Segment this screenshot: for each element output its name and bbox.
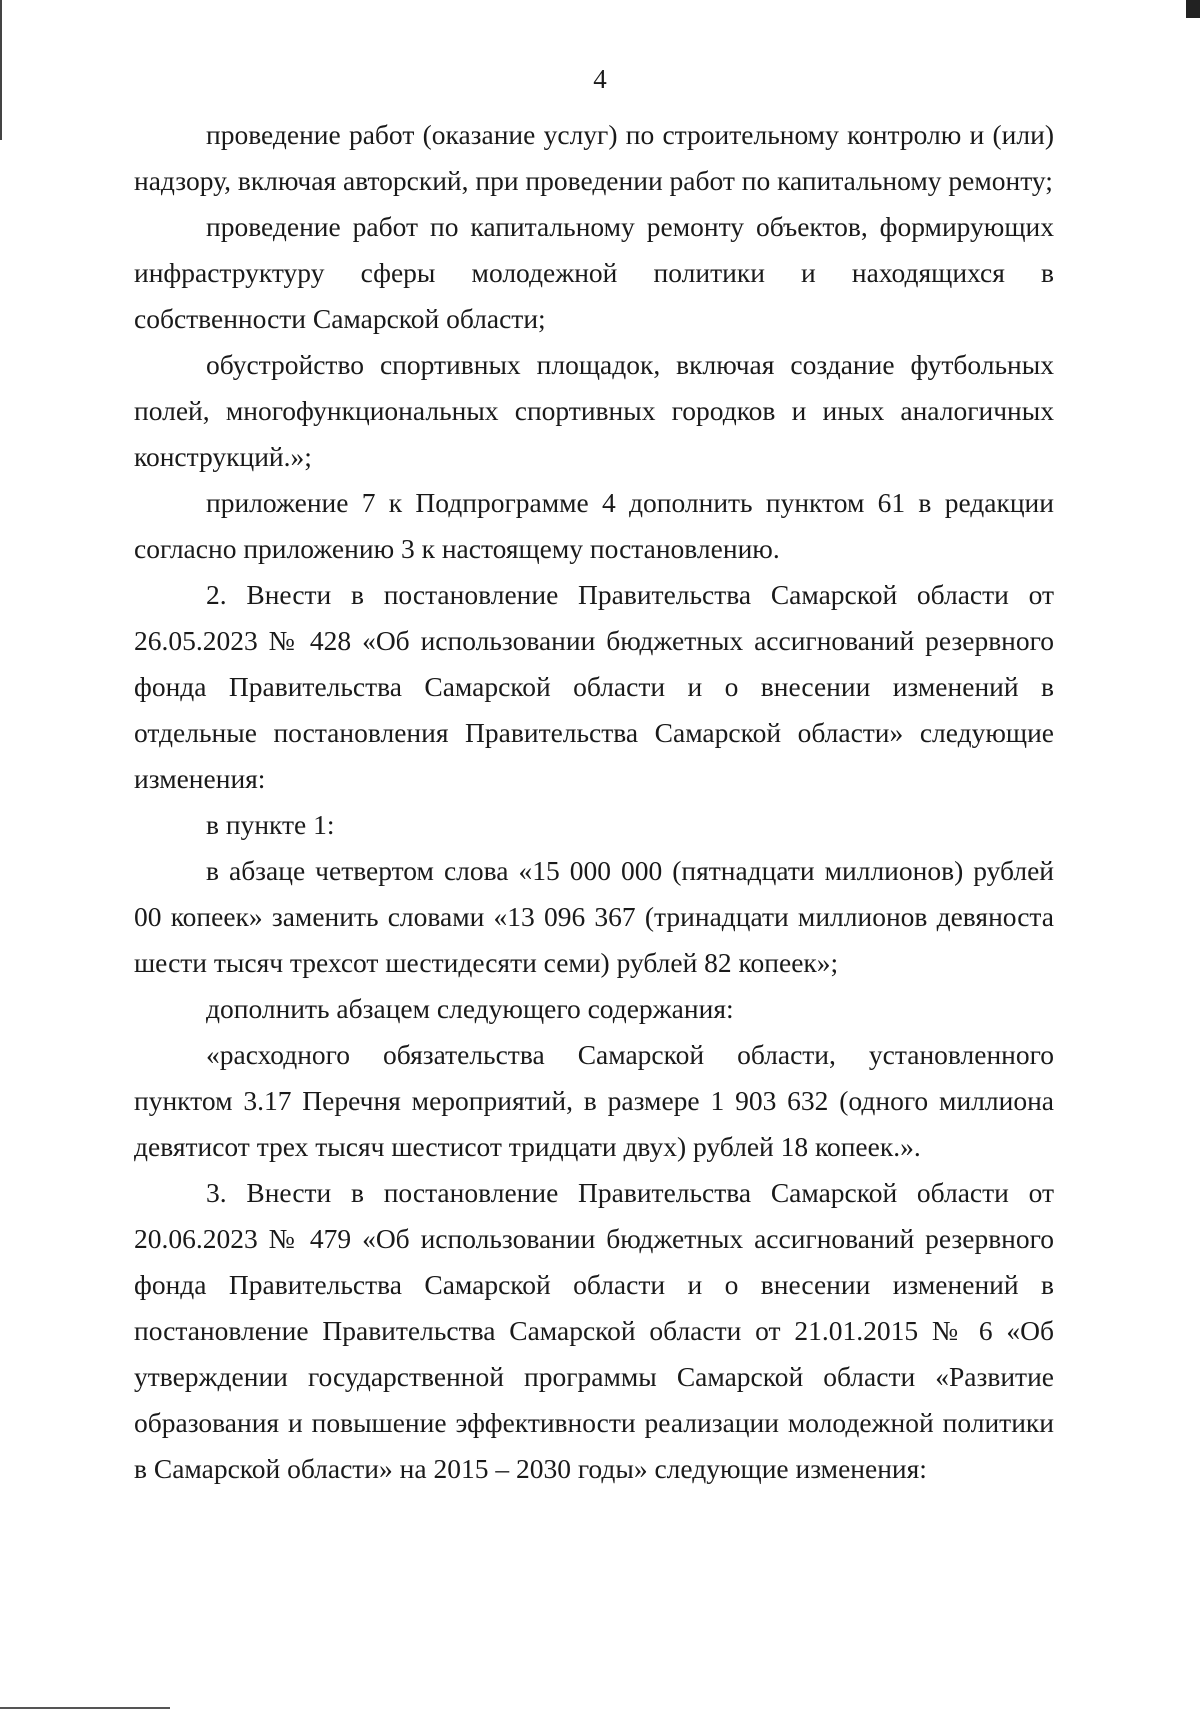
paragraph-item-3: 3. Внести в постановление Правительства Самарской области от 20.06.2023 № 479 «Об использовании бюджетных ассигнований резервного фонда Правительства Самарской области и о внесении изменений в постановление Правительства Самарской области от 21.01.2015 № 6 «Об утверждении государственной программы Самарской области «Развитие образования и повышение эффективности реализации молодежной политики в Самарской области» на 2015 – 2030 годы» следующие изменения: xyxy=(134,1177,1054,1484)
paragraph-construction-control: проведение работ (оказание услуг) по строительному контролю и (или) надзору, включая авторский, при проведении работ по капитальному ремонту; xyxy=(134,119,1054,196)
page-number: 4 xyxy=(593,64,607,94)
paragraph-capital-repair: проведение работ по капитальному ремонту объектов, формирующих инфраструктуру сферы молодежной политики и находящихся в собственности Самарской области; xyxy=(134,211,1054,334)
paragraph-add-abzac: дополнить абзацем следующего содержания: xyxy=(206,993,734,1024)
paragraph-fourth-abzac: в абзаце четвертом слова «15 000 000 (пятнадцати миллионов) рублей 00 копеек» заменить словами «13 096 367 (тринадцати миллионов девяноста шести тысяч трехсот шестидесяти семи) рублей 82 копеек»; xyxy=(134,855,1054,978)
paragraph-sports-grounds: обустройство спортивных площадок, включая создание футбольных полей, многофункциональных спортивных городков и иных аналогичных конструкций.»; xyxy=(134,349,1054,472)
paragraph-appendix-7: приложение 7 к Подпрограмме 4 дополнить пунктом 61 в редакции согласно приложению 3 к настоящему постановлению. xyxy=(134,487,1054,564)
paragraph-item-2: 2. Внести в постановление Правительства Самарской области от 26.05.2023 № 428 «Об использовании бюджетных ассигнований резервного фонда Правительства Самарской области и о внесении изменений в отдельные постановления Правительства Самарской области» следующие изменения: xyxy=(134,579,1054,794)
paragraph-expense-obligation: «расходного обязательства Самарской области, установленного пунктом 3.17 Перечня мероприятий, в размере 1 903 632 (одного миллиона девятисот трех тысяч шестисот тридцати двух) рублей 18 копеек.». xyxy=(134,1039,1054,1162)
scan-edge-right xyxy=(1186,0,1200,18)
paragraph-point-1: в пункте 1: xyxy=(206,809,335,840)
document-body xyxy=(134,112,1054,1492)
